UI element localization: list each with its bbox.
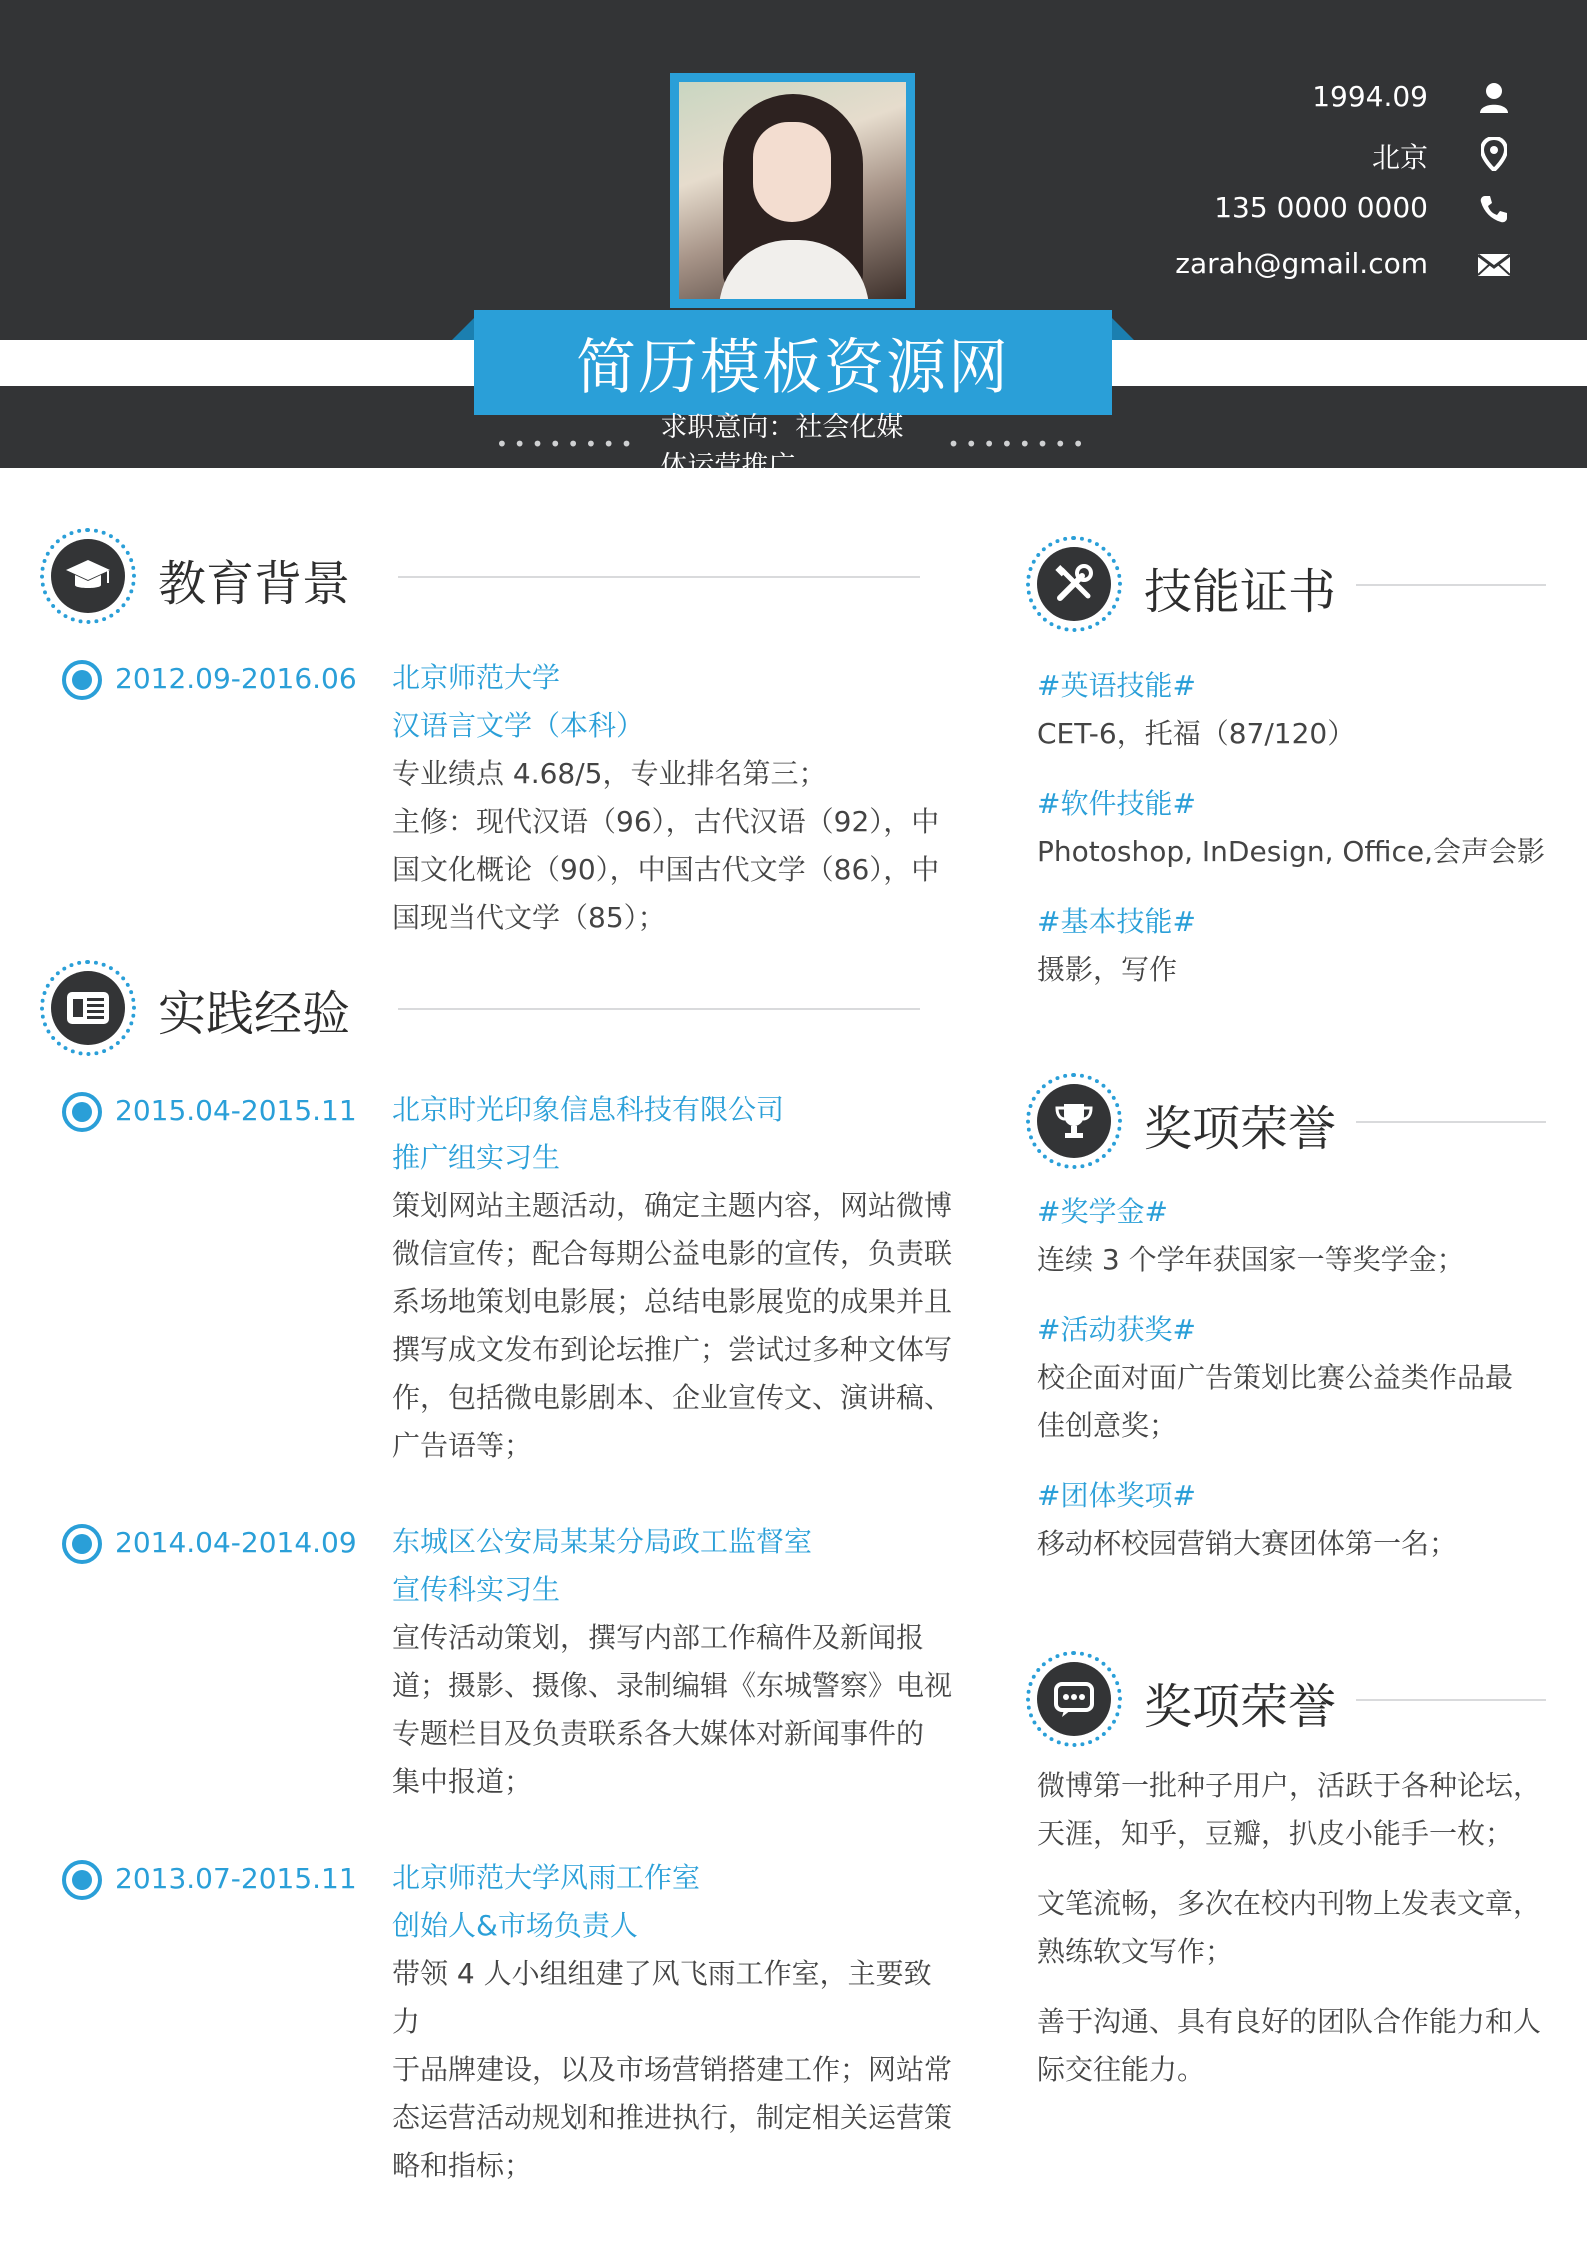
award-line: 连续 3 个学年获国家一等奖学金；	[1037, 1243, 1465, 1276]
self-eval-list	[1037, 1762, 1557, 2116]
awards-title: 奖项荣誉	[1144, 1101, 1337, 1157]
practice-line: 道；摄影、摄像、录制编辑《东城警察》电视	[392, 1669, 953, 1702]
awards-badge	[1026, 1073, 1122, 1169]
company-name: 北京师范大学风雨工作室	[392, 1861, 701, 1894]
award-line: 移动杯校园营销大赛团体第一名；	[1037, 1527, 1458, 1560]
practice-line: 微信宣传；配合每期公益电影的宣传，负责联	[392, 1237, 953, 1270]
practice-title: 实践经验	[158, 986, 351, 1042]
skill-tag: #基本技能#	[1037, 905, 1196, 938]
school-name: 北京师范大学	[392, 661, 561, 694]
location-pin-icon	[1476, 136, 1512, 172]
self-eval-line: 际交往能力。	[1037, 2053, 1206, 2086]
job-intent	[474, 412, 1112, 482]
position: 推广组实习生	[392, 1141, 561, 1174]
awards-divider	[1356, 1121, 1546, 1123]
company-name: 东城区公安局某某分局政工监督室	[392, 1525, 813, 1558]
awards-list	[1037, 1188, 1557, 1590]
id-card-icon	[64, 988, 112, 1028]
practice-entry	[392, 1086, 952, 1470]
practice-line: 于品牌建设，以及市场营销搭建工作；网站常	[392, 2053, 953, 2086]
graduation-cap-icon	[64, 556, 112, 596]
profile-photo	[670, 73, 915, 308]
tools-icon	[1052, 562, 1096, 606]
self-eval-badge	[1026, 1651, 1122, 1747]
practice-line: 宣传活动策划，撰写内部工作稿件及新闻报	[392, 1621, 925, 1654]
contact-city: 北京	[1371, 141, 1428, 174]
ribbon-fold-right	[1112, 318, 1134, 340]
edu-line: 国现当代文学（85）；	[392, 901, 666, 934]
self-eval-line: 熟练软文写作；	[1037, 1935, 1234, 1968]
skill-text: 摄影，写作	[1037, 953, 1178, 986]
practice-line: 策划网站主题活动，确定主题内容，网站微博	[392, 1189, 953, 1222]
job-intent-text: 求职意向：社会化媒体运营推广	[660, 412, 904, 482]
self-eval-para	[1037, 1998, 1557, 2094]
award-tag: #团体奖项#	[1037, 1479, 1196, 1512]
skill-text: Photoshop, InDesign, Office,会声会影	[1037, 835, 1546, 868]
timeline-dot	[62, 1860, 102, 1900]
practice-line: 专题栏目及负责联系各大媒体对新闻事件的	[392, 1717, 925, 1750]
timeline-dot	[62, 1092, 102, 1132]
self-eval-para	[1037, 1880, 1557, 1976]
dots-right: ••••••••	[947, 432, 1090, 456]
education-date: 2012.09-2016.06	[115, 662, 357, 695]
award-line: 校企面对面广告策划比赛公益类作品最	[1037, 1361, 1514, 1394]
dots-left: ••••••••	[496, 432, 639, 456]
self-eval-line: 微博第一批种子用户，活跃于各种论坛，	[1037, 1769, 1542, 1802]
contact-email: zarah@gmail.com	[1175, 247, 1428, 280]
award-line: 佳创意奖；	[1037, 1409, 1178, 1442]
person-icon	[1476, 80, 1512, 116]
award-text	[1037, 1236, 1557, 1284]
practice-badge	[40, 960, 136, 1056]
candidate-name: 简历模板资源网	[576, 332, 1010, 403]
skills-list	[1037, 662, 1557, 1016]
skill-tag: #英语技能#	[1037, 669, 1196, 702]
skills-divider	[1356, 584, 1546, 586]
award-text	[1037, 1354, 1557, 1450]
timeline-dot	[62, 1524, 102, 1564]
skills-badge	[1026, 536, 1122, 632]
practice-entry	[392, 1518, 952, 1806]
practice-date: 2013.07-2015.11	[115, 1862, 357, 1895]
position: 宣传科实习生	[392, 1573, 561, 1606]
education-badge	[40, 528, 136, 624]
skills-title: 技能证书	[1144, 564, 1337, 620]
position: 创始人&市场负责人	[392, 1909, 638, 1942]
self-eval-divider	[1356, 1699, 1546, 1701]
practice-divider	[398, 1008, 920, 1010]
company-name: 北京时光印象信息科技有限公司	[392, 1093, 785, 1126]
name-banner	[474, 310, 1112, 415]
edu-line: 专业绩点 4.68/5，专业排名第三；	[392, 757, 827, 790]
contact-birth: 1994.09	[1312, 80, 1428, 113]
practice-entry	[392, 1854, 952, 2190]
phone-icon	[1476, 191, 1512, 227]
practice-line: 广告语等；	[392, 1429, 533, 1462]
practice-date: 2014.04-2014.09	[115, 1526, 357, 1559]
award-text	[1037, 1520, 1557, 1568]
ribbon-fold-left	[452, 318, 474, 340]
award-tag: #活动获奖#	[1037, 1313, 1196, 1346]
self-eval-line: 善于沟通、具有良好的团队合作能力和人	[1037, 2005, 1542, 2038]
timeline-dot	[62, 660, 102, 700]
contact-phone: 135 0000 0000	[1214, 191, 1428, 224]
skill-tag: #软件技能#	[1037, 787, 1196, 820]
chat-bubble-icon	[1052, 1677, 1096, 1721]
award-tag: #奖学金#	[1037, 1195, 1168, 1228]
practice-line: 集中报道；	[392, 1765, 533, 1798]
self-eval-para	[1037, 1762, 1557, 1858]
major: 汉语言文学（本科）	[392, 709, 645, 742]
edu-line: 国文化概论（90），中国古代文学（86），中	[392, 853, 940, 886]
education-title: 教育背景	[158, 556, 351, 612]
skill-text: CET-6，托福（87/120）	[1037, 717, 1356, 750]
trophy-icon	[1052, 1099, 1096, 1143]
practice-date: 2015.04-2015.11	[115, 1094, 357, 1127]
practice-line: 略和指标；	[392, 2149, 533, 2182]
self-eval-title: 奖项荣誉	[1144, 1679, 1337, 1735]
practice-line: 撰写成文发布到论坛推广；尝试过多种文体写	[392, 1333, 953, 1366]
education-divider	[398, 576, 920, 578]
education-entry	[392, 654, 952, 942]
practice-line: 作，包括微电影剧本、企业宣传文、演讲稿、	[392, 1381, 953, 1414]
practice-line: 带领 4 人小组组建了风飞雨工作室，主要致力	[392, 1957, 932, 2038]
self-eval-line: 文笔流畅，多次在校内刊物上发表文章，	[1037, 1887, 1542, 1920]
practice-line: 系场地策划电影展；总结电影展览的成果并且	[392, 1285, 953, 1318]
envelope-icon	[1476, 247, 1512, 283]
edu-line: 主修：现代汉语（96），古代汉语（92），中	[392, 805, 940, 838]
practice-line: 态运营活动规划和推进执行，制定相关运营策	[392, 2101, 953, 2134]
self-eval-line: 天涯，知乎，豆瓣，扒皮小能手一枚；	[1037, 1817, 1514, 1850]
